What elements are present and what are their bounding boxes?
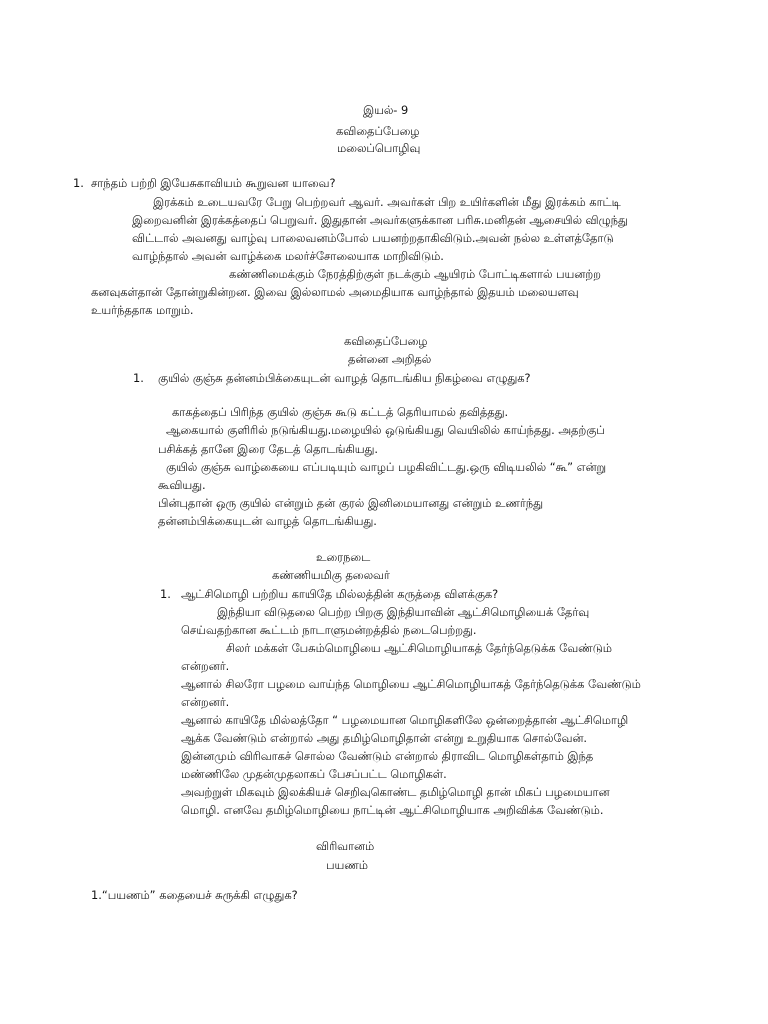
question-text: 1.“பயணம்” கதையைச் சுருக்கி எழுதுக?	[91, 888, 298, 902]
question-text: குயில் குஞ்சு தன்னம்பிக்கையுடன் வாழத் தொடங்கிய நிகழ்வை எழுதுக?	[158, 371, 531, 385]
answer-line: கண்ணிமைக்கும் நேரத்திற்குள் நடக்கும் ஆயிரம் போட்டிகளால் பயனற்ற	[229, 267, 601, 281]
question-text: ஆட்சிமொழி பற்றிய காயிதே மில்லத்தின் கருத்தை விளக்குக?	[181, 587, 499, 601]
chapter-title: மலைப்பொழிவு	[337, 141, 421, 155]
answer-line: கனவுகள்தான் தோன்றுகின்றன. இவை இல்லாமல் அமைதியாக வாழ்ந்தால் இதயம் மலையளவு	[91, 285, 579, 299]
answer-line: மண்ணிலே முதன்முதலாகப் பேசப்பட்ட மொழிகள்.	[181, 767, 447, 781]
answer-line: குயில் குஞ்சு வாழ்கையை எப்படியும் வாழப் பழகிவிட்டது.ஒரு விடியலில் “கூ” என்று	[166, 460, 607, 474]
question-number: 1.	[160, 587, 171, 601]
answer-line: பசிக்கத் தானே இரை தேடத் தொடங்கியது.	[158, 442, 378, 456]
answer-line: சிலர் மக்கள் பேசும்மொழியை ஆட்சிமொழியாகத் தேர்ந்தெடுக்க வேண்டும்	[226, 641, 612, 655]
question-number: 1.	[133, 371, 144, 385]
answer-line: ஆனால் சிலரோ பழமை வாய்ந்த மொழியை ஆட்சிமொழியாகத் தேர்ந்தெடுக்க வேண்டும்	[181, 677, 641, 691]
answer-line: காகத்தைப் பிரிந்த குயில் குஞ்சு கூடு கட்டத் தெரியாமல் தவித்தது.	[172, 405, 509, 419]
section-heading: உரைநடை	[316, 550, 371, 564]
unit-title: இயல்- 9	[363, 103, 409, 117]
answer-line: செய்வதற்கான கூட்டம் நாடாளுமன்றத்தில் நடைபெற்றது.	[181, 623, 477, 637]
answer-line: இந்தியா விடுதலை பெற்ற பிறகு இந்தியாவின் ஆட்சிமொழியைக் தேர்வு	[217, 605, 590, 619]
answer-line: இன்னமும் விரிவாகச் சொல்ல வேண்டும் என்றால் திராவிட மொழிகள்தாம் இந்த	[181, 749, 594, 763]
answer-line: இறைவனின் இரக்கத்தைப் பெறுவர். இதுதான் அவர்களுக்கான பரிசு.மனிதன் ஆசையில் விழுந்து	[132, 213, 628, 227]
answer-line: என்றனர்.	[181, 695, 230, 709]
answer-line: பின்புதான் ஒரு குயில் என்றும் தன் குரல் இனிமையானது என்றும் உணர்ந்து	[158, 496, 543, 510]
answer-line: தன்னம்பிக்கையுடன் வாழத் தொடங்கியது.	[158, 514, 377, 528]
section-heading: கவிதைப்பேழை	[336, 124, 420, 138]
answer-line: ஆக்க வேண்டும் என்றால் அது தமிழ்மொழிதான் என்று உறுதியாக சொல்வேன்.	[181, 731, 588, 745]
answer-line: மொழி. எனவே தமிழ்மொழியை நாட்டின் ஆட்சிமொழியாக அறிவிக்க வேண்டும்.	[181, 803, 604, 817]
answer-line: உயர்ந்ததாக மாறும்.	[91, 303, 194, 317]
answer-line: விட்டால் அவனது வாழ்வு பாலைவனம்போல் பயனற்றதாகிவிடும்.அவன் நல்ல உள்ளத்தோடு	[132, 231, 614, 245]
chapter-title: தன்னை அறிதல்	[348, 352, 432, 366]
answer-line: என்றனர்.	[181, 659, 230, 673]
answer-line: அவற்றுள் மிகவும் இலக்கியச் செறிவுகொண்ட தமிழ்மொழி தான் மிகப் பழமையான	[181, 785, 610, 799]
section-heading: கவிதைப்பேழை	[344, 334, 428, 348]
chapter-title: பயணம்	[326, 858, 368, 872]
section-heading: விரிவானம்	[316, 839, 375, 853]
question-text: சாந்தம் பற்றி இயேசுகாவியம் கூறுவன யாவை?	[91, 176, 336, 190]
question-number: 1.	[73, 176, 84, 190]
answer-line: இரக்கம் உடையவரே பேறு பெற்றவர் ஆவர். அவர்கள் பிற உயிர்களின் மீது இரக்கம் காட்டி	[153, 195, 621, 209]
answer-line: ஆனால் காயிதே மில்லத்தோ “ பழமையான மொழிகளிலே ஒன்றைத்தான் ஆட்சிமொழி	[181, 713, 629, 727]
chapter-title: கண்ணியமிகு தலைவர்	[272, 568, 390, 582]
answer-line: ஆகையால் குளிரில் நடுங்கியது.மழையில் ஒடுங்கியது வெயிலில் காய்ந்தது. அதற்குப்	[166, 423, 605, 437]
answer-line: கூவியது.	[158, 478, 206, 492]
answer-line: வாழ்ந்தால் அவன் வாழ்க்கை மலர்ச்சோலையாக மாறிவிடும்.	[132, 249, 444, 263]
